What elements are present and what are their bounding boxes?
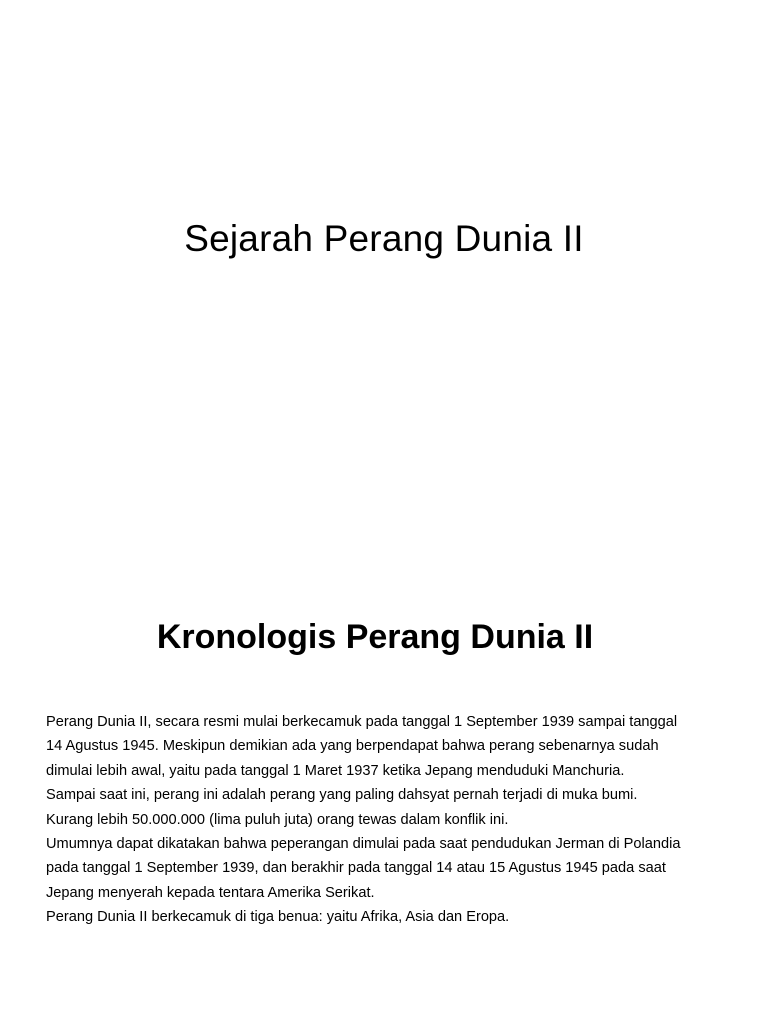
slide-heading: Kronologis Perang Dunia II: [156, 618, 594, 656]
body-line: Umumnya dapat dikatakan bahwa peperangan dimulai pada saat pendudukan Jerman di Polandia: [46, 836, 681, 853]
body-line: pada tanggal 1 September 1939, dan berakhir pada tanggal 14 atau 15 Agustus 1945 pada saat: [46, 860, 666, 877]
body-line: 14 Agustus 1945. Meskipun demikian ada yang berpendapat bahwa perang sebenarnya sudah: [46, 738, 659, 755]
slide-title: Sejarah Perang Dunia II: [184, 218, 584, 259]
body-line: dimulai lebih awal, yaitu pada tanggal 1 Maret 1937 ketika Jepang menduduki Manchuria.: [46, 762, 625, 779]
body-line: Jepang menyerah kepada tentara Amerika Serikat.: [46, 884, 375, 901]
body-line: Perang Dunia II berkecamuk di tiga benua: yaitu Afrika, Asia dan Eropa.: [46, 909, 510, 926]
content-slide: [0, 512, 768, 1024]
body-line: Perang Dunia II, secara resmi mulai berkecamuk pada tanggal 1 September 1939 sampai tanggal: [46, 714, 678, 730]
body-text: [46, 710, 736, 930]
body-line: Sampai saat ini, perang ini adalah perang yang paling dahsyat pernah terjadi di muka bumi.: [46, 787, 638, 804]
body-line: Kurang lebih 50.000.000 (lima puluh juta) orang tewas dalam konflik ini.: [46, 811, 509, 828]
